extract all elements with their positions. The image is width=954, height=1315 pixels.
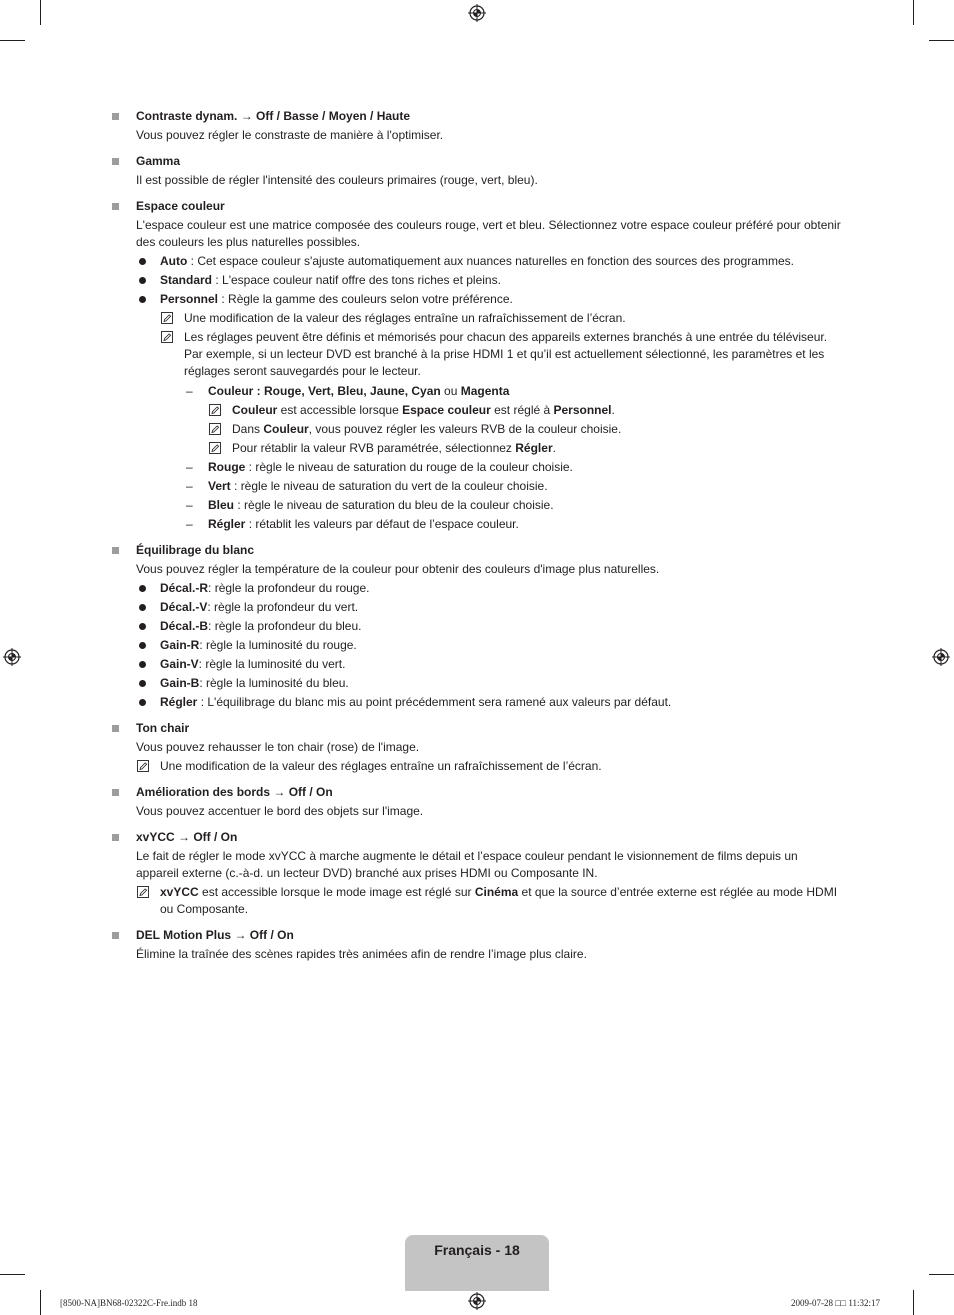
- section-amelioration-bords: [112, 784, 842, 820]
- registration-mark-icon: [3, 648, 21, 666]
- note-pencil-icon: [209, 442, 221, 454]
- bullet-label: Décal.-R: [160, 581, 209, 595]
- note-text: , vous pouvez régler les valeurs RVB de la couleur choisie.: [308, 422, 622, 436]
- section-text: Vous pouvez régler le constraste de manière à l'optimiser.: [136, 128, 444, 142]
- note-item: [136, 758, 842, 775]
- couleur-options: [160, 383, 842, 533]
- square-bullet-icon: [112, 932, 119, 939]
- section-title: Équilibrage du blanc: [136, 543, 255, 557]
- note-bold: xvYCC: [160, 885, 199, 899]
- square-bullet-icon: [112, 834, 119, 841]
- bullet-dot-icon: [139, 661, 146, 668]
- note-bold: Personnel: [553, 403, 612, 417]
- square-bullet-icon: [112, 789, 119, 796]
- section-del-motion-plus: [112, 927, 842, 963]
- note-pencil-icon: [137, 886, 149, 898]
- bullet-label: Standard: [160, 273, 213, 287]
- crop-mark: [0, 40, 25, 41]
- bullet-text: : L'espace couleur natif offre des tons riches et pleins.: [212, 273, 501, 287]
- note-pencil-icon: [137, 760, 149, 772]
- note-text: Une modification de la valeur des réglages entraîne un rafraîchissement de l’écran.: [160, 759, 602, 773]
- bullet-label: Personnel: [160, 292, 219, 306]
- note-bold: Cinéma: [474, 885, 519, 899]
- note-text: est réglé à: [490, 403, 554, 417]
- print-slug-right: 2009-07-28 □□ 11:32:17: [791, 1298, 881, 1308]
- note-pencil-icon: [209, 423, 221, 435]
- bullet-dot-icon: [139, 277, 146, 284]
- note-pencil-icon: [161, 312, 173, 324]
- bullet-text: : règle la luminosité du bleu.: [199, 676, 349, 690]
- bullet-text: : règle la profondeur du rouge.: [208, 581, 370, 595]
- bullet-item: [136, 637, 842, 654]
- section-ton-chair: [112, 720, 842, 775]
- note-item: [208, 402, 842, 419]
- section-text: Vous pouvez rehausser le ton chair (rose) de l'image.: [136, 740, 420, 754]
- note-bold: Couleur: [232, 403, 278, 417]
- dash-text: : règle le niveau de saturation du rouge de la couleur choisie.: [245, 460, 573, 474]
- bullet-label: Régler: [160, 695, 198, 709]
- bullet-dot-icon: [139, 623, 146, 630]
- bullet-item: [136, 694, 842, 711]
- bullet-text: : règle la profondeur du bleu.: [208, 619, 362, 633]
- bullet-item: [136, 675, 842, 692]
- section-title: Amélioration des bords → Off / On: [136, 785, 333, 799]
- note-bold: Espace couleur: [402, 403, 491, 417]
- bullet-dot-icon: [139, 642, 146, 649]
- square-bullet-icon: [112, 203, 119, 210]
- bullet-dot-icon: [139, 604, 146, 611]
- note-bold: Couleur: [263, 422, 309, 436]
- bullet-dot-icon: [139, 258, 146, 265]
- section-text: Vous pouvez régler la température de la couleur pour obtenir des couleurs d'image plus naturelles.: [136, 562, 660, 576]
- couleur-notes: [184, 402, 842, 457]
- section-title: Gamma: [136, 154, 181, 168]
- print-slug-left: [8500-NA]BN68-02322C-Fre.indb 18: [60, 1298, 198, 1308]
- crop-mark: [913, 1290, 914, 1315]
- bullet-text: : Cet espace couleur s'ajuste automatiquement aux nuances naturelles en fonction des sources des programmes.: [187, 254, 794, 268]
- bullet-text: : règle la luminosité du rouge.: [199, 638, 357, 652]
- note-text: .: [552, 441, 556, 455]
- bullet-dot-icon: [139, 680, 146, 687]
- crop-mark: [913, 0, 914, 25]
- section-title: DEL Motion Plus → Off / On: [136, 928, 294, 942]
- section-text: Élimine la traînée des scènes rapides très animées afin de rendre l’image plus claire.: [136, 947, 587, 961]
- dash-item: – Couleur : Rouge, Vert, Bleu, Jaune, Cyan ou Magenta: [186, 384, 510, 398]
- square-bullet-icon: [112, 547, 119, 554]
- page-content: [112, 108, 842, 972]
- bullet-label: Gain-R: [160, 638, 200, 652]
- dash-label: Rouge: [208, 460, 246, 474]
- note-text: Les réglages peuvent être définis et mémorisés pour chacun des appareils externes branchés à une entrée du téléviseur. Par exemple, si un lecteur DVD est branché à la prise HDMI 1 et qu’il est actuellement sélectionné, les paramètres et les réglages seront sauvegardés pour le lecteur.: [184, 330, 828, 378]
- dash-item: – Rouge : règle le niveau de saturation du rouge de la couleur choisie.: [186, 460, 573, 474]
- dash-item: – Vert : règle le niveau de saturation du vert de la couleur choisie.: [186, 479, 548, 493]
- square-bullet-icon: [112, 725, 119, 732]
- bullet-label: Gain-V: [160, 657, 199, 671]
- note-item: [160, 310, 842, 327]
- dash-label: Vert: [208, 479, 231, 493]
- dash-label: Magenta: [460, 384, 510, 398]
- crop-mark: [0, 1274, 25, 1275]
- note-bold: Régler: [515, 441, 553, 455]
- bullet-item: [136, 656, 842, 673]
- section-title: Espace couleur: [136, 199, 225, 213]
- note-item: [208, 421, 842, 438]
- section-equilibrage-blanc: [112, 542, 842, 711]
- bullet-dot-icon: [139, 296, 146, 303]
- note-text: .: [611, 403, 615, 417]
- bullet-label: Auto: [160, 254, 188, 268]
- section-xvycc: [112, 829, 842, 918]
- section-title: xvYCC → Off / On: [136, 830, 238, 844]
- bullet-item: [136, 272, 842, 289]
- dash-label: Régler: [208, 517, 246, 531]
- section-text: L'espace couleur est une matrice composée des couleurs rouge, vert et bleu. Sélectionnez votre espace couleur préféré pour obtenir des couleurs les plus naturelles possibles.: [136, 218, 841, 249]
- bullet-label: Gain-B: [160, 676, 200, 690]
- note-pencil-icon: [209, 404, 221, 416]
- note-text: Dans: [232, 422, 264, 436]
- bullet-text: : Règle la gamme des couleurs selon votre préférence.: [218, 292, 513, 306]
- dash-text: : règle le niveau de saturation du vert de la couleur choisie.: [230, 479, 548, 493]
- note-text: est accessible lorsque le mode image est réglé sur: [198, 885, 475, 899]
- bullet-dot-icon: [139, 699, 146, 706]
- crop-mark: [929, 1274, 954, 1275]
- section-gamma: [112, 153, 842, 189]
- dash-label: Couleur : Rouge, Vert, Bleu, Jaune, Cyan: [208, 384, 441, 398]
- crop-mark: [40, 1290, 41, 1315]
- section-text: Il est possible de régler l'intensité des couleurs primaires (rouge, vert, bleu).: [136, 173, 538, 187]
- note-text: est accessible lorsque: [277, 403, 403, 417]
- note-item: [208, 440, 842, 457]
- bullet-label: Décal.-B: [160, 619, 209, 633]
- dash-text: : rétablit les valeurs par défaut de l’espace couleur.: [245, 517, 519, 531]
- crop-mark: [40, 0, 41, 25]
- section-title: Contraste dynam. → Off / Basse / Moyen / Haute: [136, 109, 411, 123]
- dash-item: – Régler : rétablit les valeurs par défaut de l’espace couleur.: [186, 517, 519, 531]
- dash-label: Bleu: [208, 498, 235, 512]
- bullet-text: : L'équilibrage du blanc mis au point précédemment sera ramené aux valeurs par défaut.: [197, 695, 672, 709]
- bullet-text: : règle la profondeur du vert.: [207, 600, 359, 614]
- registration-mark-icon: [468, 1292, 486, 1310]
- section-contraste-dynamique: [112, 108, 842, 144]
- crop-mark: [929, 40, 954, 41]
- bullet-item: [136, 599, 842, 616]
- section-title: Ton chair: [136, 721, 190, 735]
- dash-text: : règle le niveau de saturation du bleu de la couleur choisie.: [234, 498, 554, 512]
- dash-item: – Bleu : règle le niveau de saturation du bleu de la couleur choisie.: [186, 498, 554, 512]
- square-bullet-icon: [112, 158, 119, 165]
- bullet-item: [136, 618, 842, 635]
- note-item: [136, 884, 842, 918]
- bullet-item: [136, 291, 842, 308]
- note-pencil-icon: [161, 331, 173, 343]
- registration-mark-icon: [932, 648, 950, 666]
- section-espace-couleur: [112, 198, 842, 533]
- bullet-item: [136, 580, 842, 597]
- bullet-label: Décal.-V: [160, 600, 208, 614]
- square-bullet-icon: [112, 113, 119, 120]
- note-text: Pour rétablir la valeur RVB paramétrée, sélectionnez: [232, 441, 516, 455]
- page-number: Français - 18: [434, 1242, 520, 1258]
- bullet-item: [136, 253, 842, 270]
- dash-text: ou: [440, 384, 461, 398]
- bullet-dot-icon: [139, 585, 146, 592]
- note-item: [160, 329, 842, 380]
- page-number-tab: [405, 1235, 549, 1291]
- personnel-notes: [136, 310, 842, 533]
- bullet-text: : règle la luminosité du vert.: [198, 657, 346, 671]
- note-text: Une modification de la valeur des réglages entraîne un rafraîchissement de l’écran.: [184, 311, 626, 325]
- note-text: et que la source d’entrée externe est réglée au mode HDMI ou Composante.: [160, 885, 838, 916]
- registration-mark-icon: [468, 4, 486, 22]
- section-text: Le fait de régler le mode xvYCC à marche augmente le détail et l’espace couleur pendant le visionnement de films depuis un appareil externe (c.-à-d. un lecteur DVD) branché aux prises HDMI ou Composante IN.: [136, 849, 798, 880]
- section-text: Vous pouvez accentuer le bord des objets sur l'image.: [136, 804, 424, 818]
